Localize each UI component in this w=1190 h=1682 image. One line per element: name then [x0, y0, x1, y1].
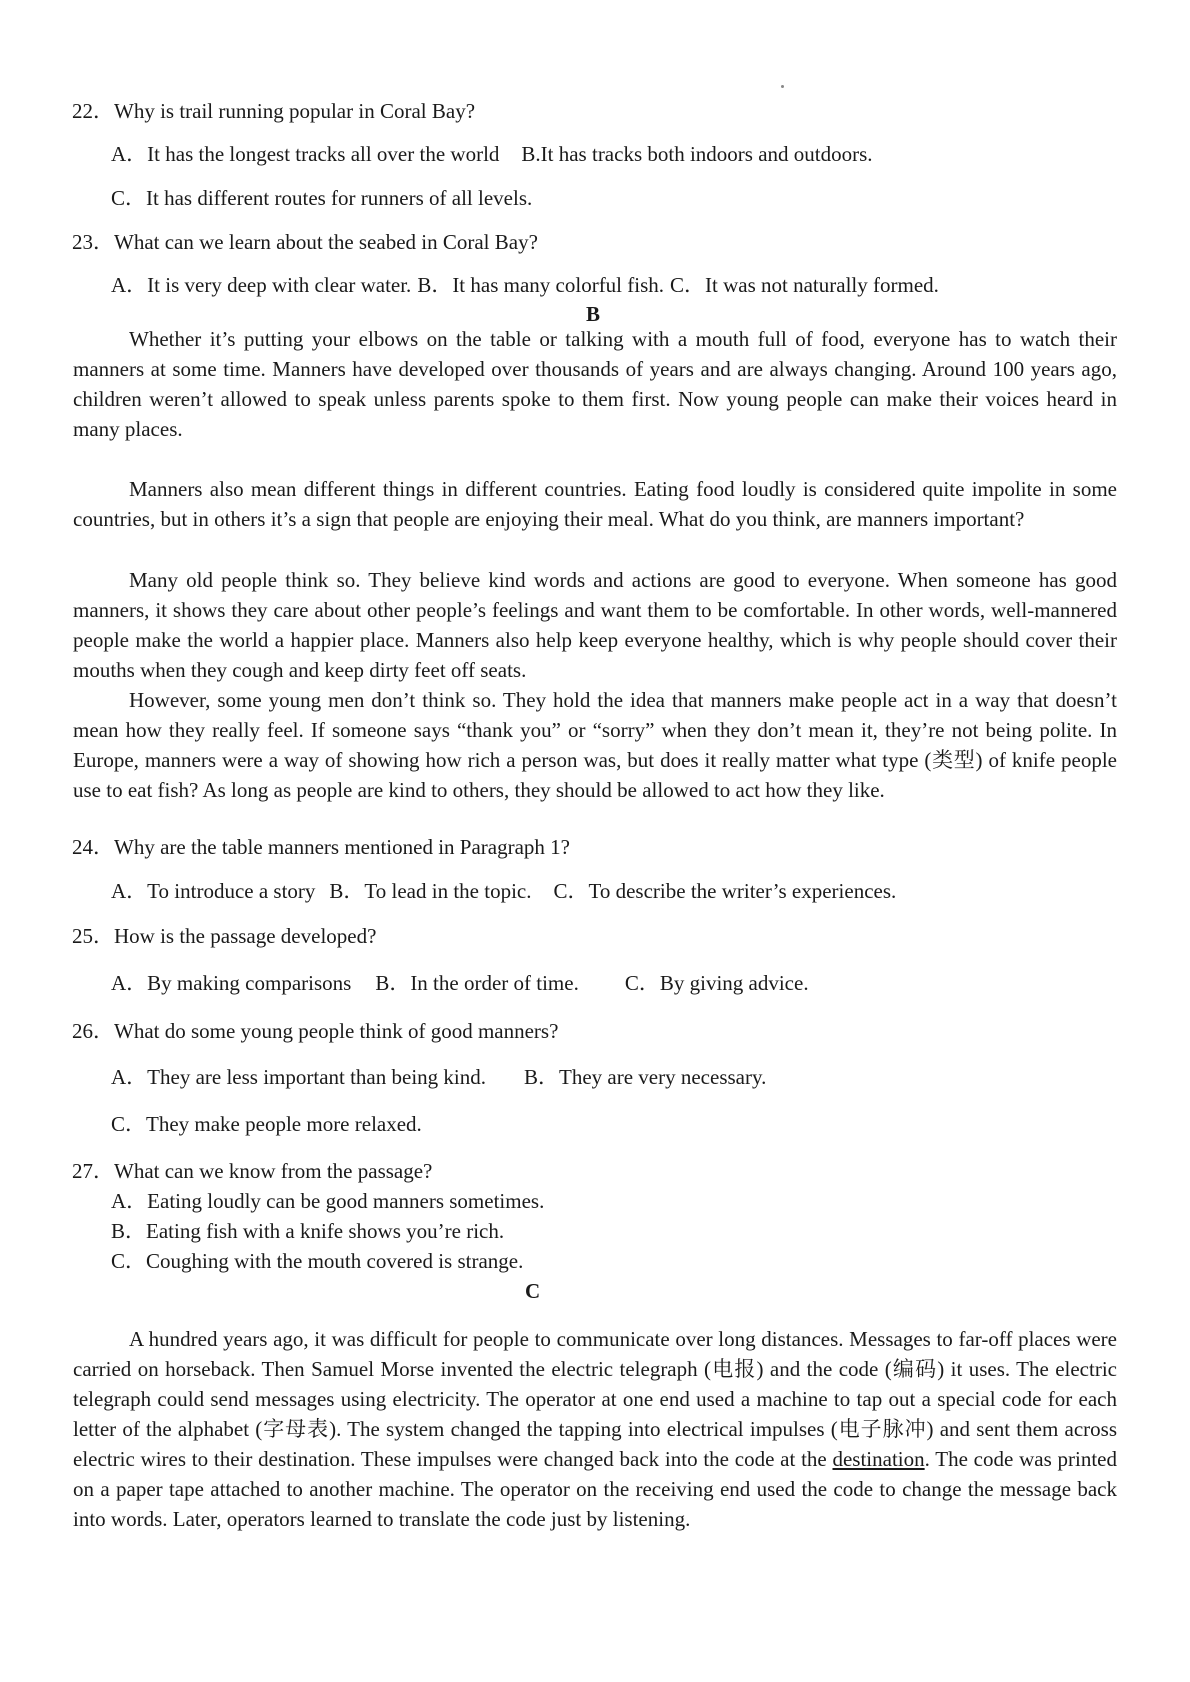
question-24-option-b[interactable]: B．To lead in the topic. [329, 879, 532, 903]
section-b-paragraph-2: Manners also mean different things in different countries. Eating food loudly is considered quite impolite in some countries, but in others it’s a sign that people are enjoying their meal. What do you think, are manners important? [73, 477, 1117, 531]
question-26-stem: 26．What do some young people think of good manners? [72, 1019, 559, 1043]
question-26-options-row [111, 1067, 766, 1088]
question-25-option-a[interactable]: A．By making comparisons [111, 971, 352, 995]
question-26-option-c[interactable]: C．They make people more relaxed. [111, 1112, 422, 1136]
question-25-stem: 25．How is the passage developed? [72, 924, 377, 948]
section-b-paragraph-1: Whether it’s putting your elbows on the table or talking with a mouth full of food, everyone has to watch their manners at some time. Manners have developed over thousands of years and are always changing. Around 100 years ago, children weren’t allowed to speak unless parents spoke to them first. Now young people can make their voices heard in many places. [73, 327, 1117, 441]
question-24-options-row [111, 881, 896, 902]
question-22-options-row1 [111, 144, 873, 165]
question-23-option-b[interactable]: B．It has many colorful fish. [417, 273, 665, 297]
question-23-stem: 23．What can we learn about the seabed in Coral Bay? [72, 230, 538, 254]
section-c-text-part-2: . The code was printed on a paper tape attached to another machine. The operator on the receiving end used the code to change the message back into words. Later, operators learned to translate the code just by listening. [73, 1447, 1117, 1531]
section-c-heading: C [525, 1279, 541, 1303]
question-27-option-a[interactable]: A．Eating loudly can be good manners sometimes. [111, 1189, 545, 1213]
question-22-stem: 22．Why is trail running popular in Coral Bay? [72, 99, 476, 123]
question-22-option-b[interactable]: B.It has tracks both indoors and outdoors. [521, 142, 873, 166]
question-27-stem: 27．What can we know from the passage? [72, 1159, 433, 1183]
question-25-option-c[interactable]: C．By giving advice. [624, 971, 809, 995]
question-25-options-row [111, 973, 809, 994]
question-23-option-a[interactable]: A．It is very deep with clear water. [111, 273, 412, 297]
question-23-option-c[interactable]: C．It was not naturally formed. [670, 273, 939, 297]
question-22-option-a[interactable]: A．It has the longest tracks all over the world [111, 142, 500, 166]
section-b-paragraph-4: However, some young men don’t think so. They hold the idea that manners make people act in a way that doesn’t mean how they really feel. If someone says “thank you” or “sorry” when they don’t mean it, they’re not being polite. In Europe, manners were a way of showing how rich a person was, but does it really matter what type (类型) of knife people use to eat fish? As long as people are kind to others, they should be allowed to act how they like. [73, 688, 1117, 802]
speck-mark [781, 85, 784, 88]
question-26-option-b[interactable]: B．They are very necessary. [524, 1065, 767, 1089]
question-23-options-row [111, 275, 939, 296]
question-25-option-b[interactable]: B．In the order of time. [375, 971, 579, 995]
section-b-heading: B [586, 302, 601, 326]
question-24-stem: 24．Why are the table manners mentioned in Paragraph 1? [72, 835, 570, 859]
question-27-option-b[interactable]: B．Eating fish with a knife shows you’re rich. [111, 1219, 505, 1243]
question-24-option-a[interactable]: A．To introduce a story [111, 879, 316, 903]
section-b-paragraph-3: Many old people think so. They believe kind words and actions are good to everyone. When someone has good manners, it shows they care about other people’s feelings and want them to be comfortable. In other words, well-mannered people make the world a happier place. Manners also help keep everyone healthy, which is why people should cover their mouths when they cough and keep dirty feet off seats. [73, 568, 1117, 682]
question-26-option-a[interactable]: A．They are less important than being kind. [111, 1065, 486, 1089]
question-22-option-c[interactable]: C．It has different routes for runners of all levels. [111, 186, 533, 210]
underlined-word-destination: destination [832, 1447, 925, 1471]
question-24-option-c[interactable]: C．To describe the writer’s experiences. [553, 879, 897, 903]
section-c-text-part-1: A hundred years ago, it was difficult for people to communicate over long distances. Messages to far-off places were carried on horseback. Then Samuel Morse invented the electric telegraph (电报) and the code (编码) it uses. The electric telegraph could send messages using electricity. The operator at one end used a machine to tap out a special code for each letter of the alphabet (字母表). The system changed the tapping into electrical impulses (电子脉冲) and sent them across electric wires to their destination. These impulses were changed back into the code at the [73, 1327, 1117, 1471]
question-27-option-c[interactable]: C．Coughing with the mouth covered is strange. [111, 1249, 524, 1273]
section-c-paragraph-1 [73, 1324, 1117, 1534]
